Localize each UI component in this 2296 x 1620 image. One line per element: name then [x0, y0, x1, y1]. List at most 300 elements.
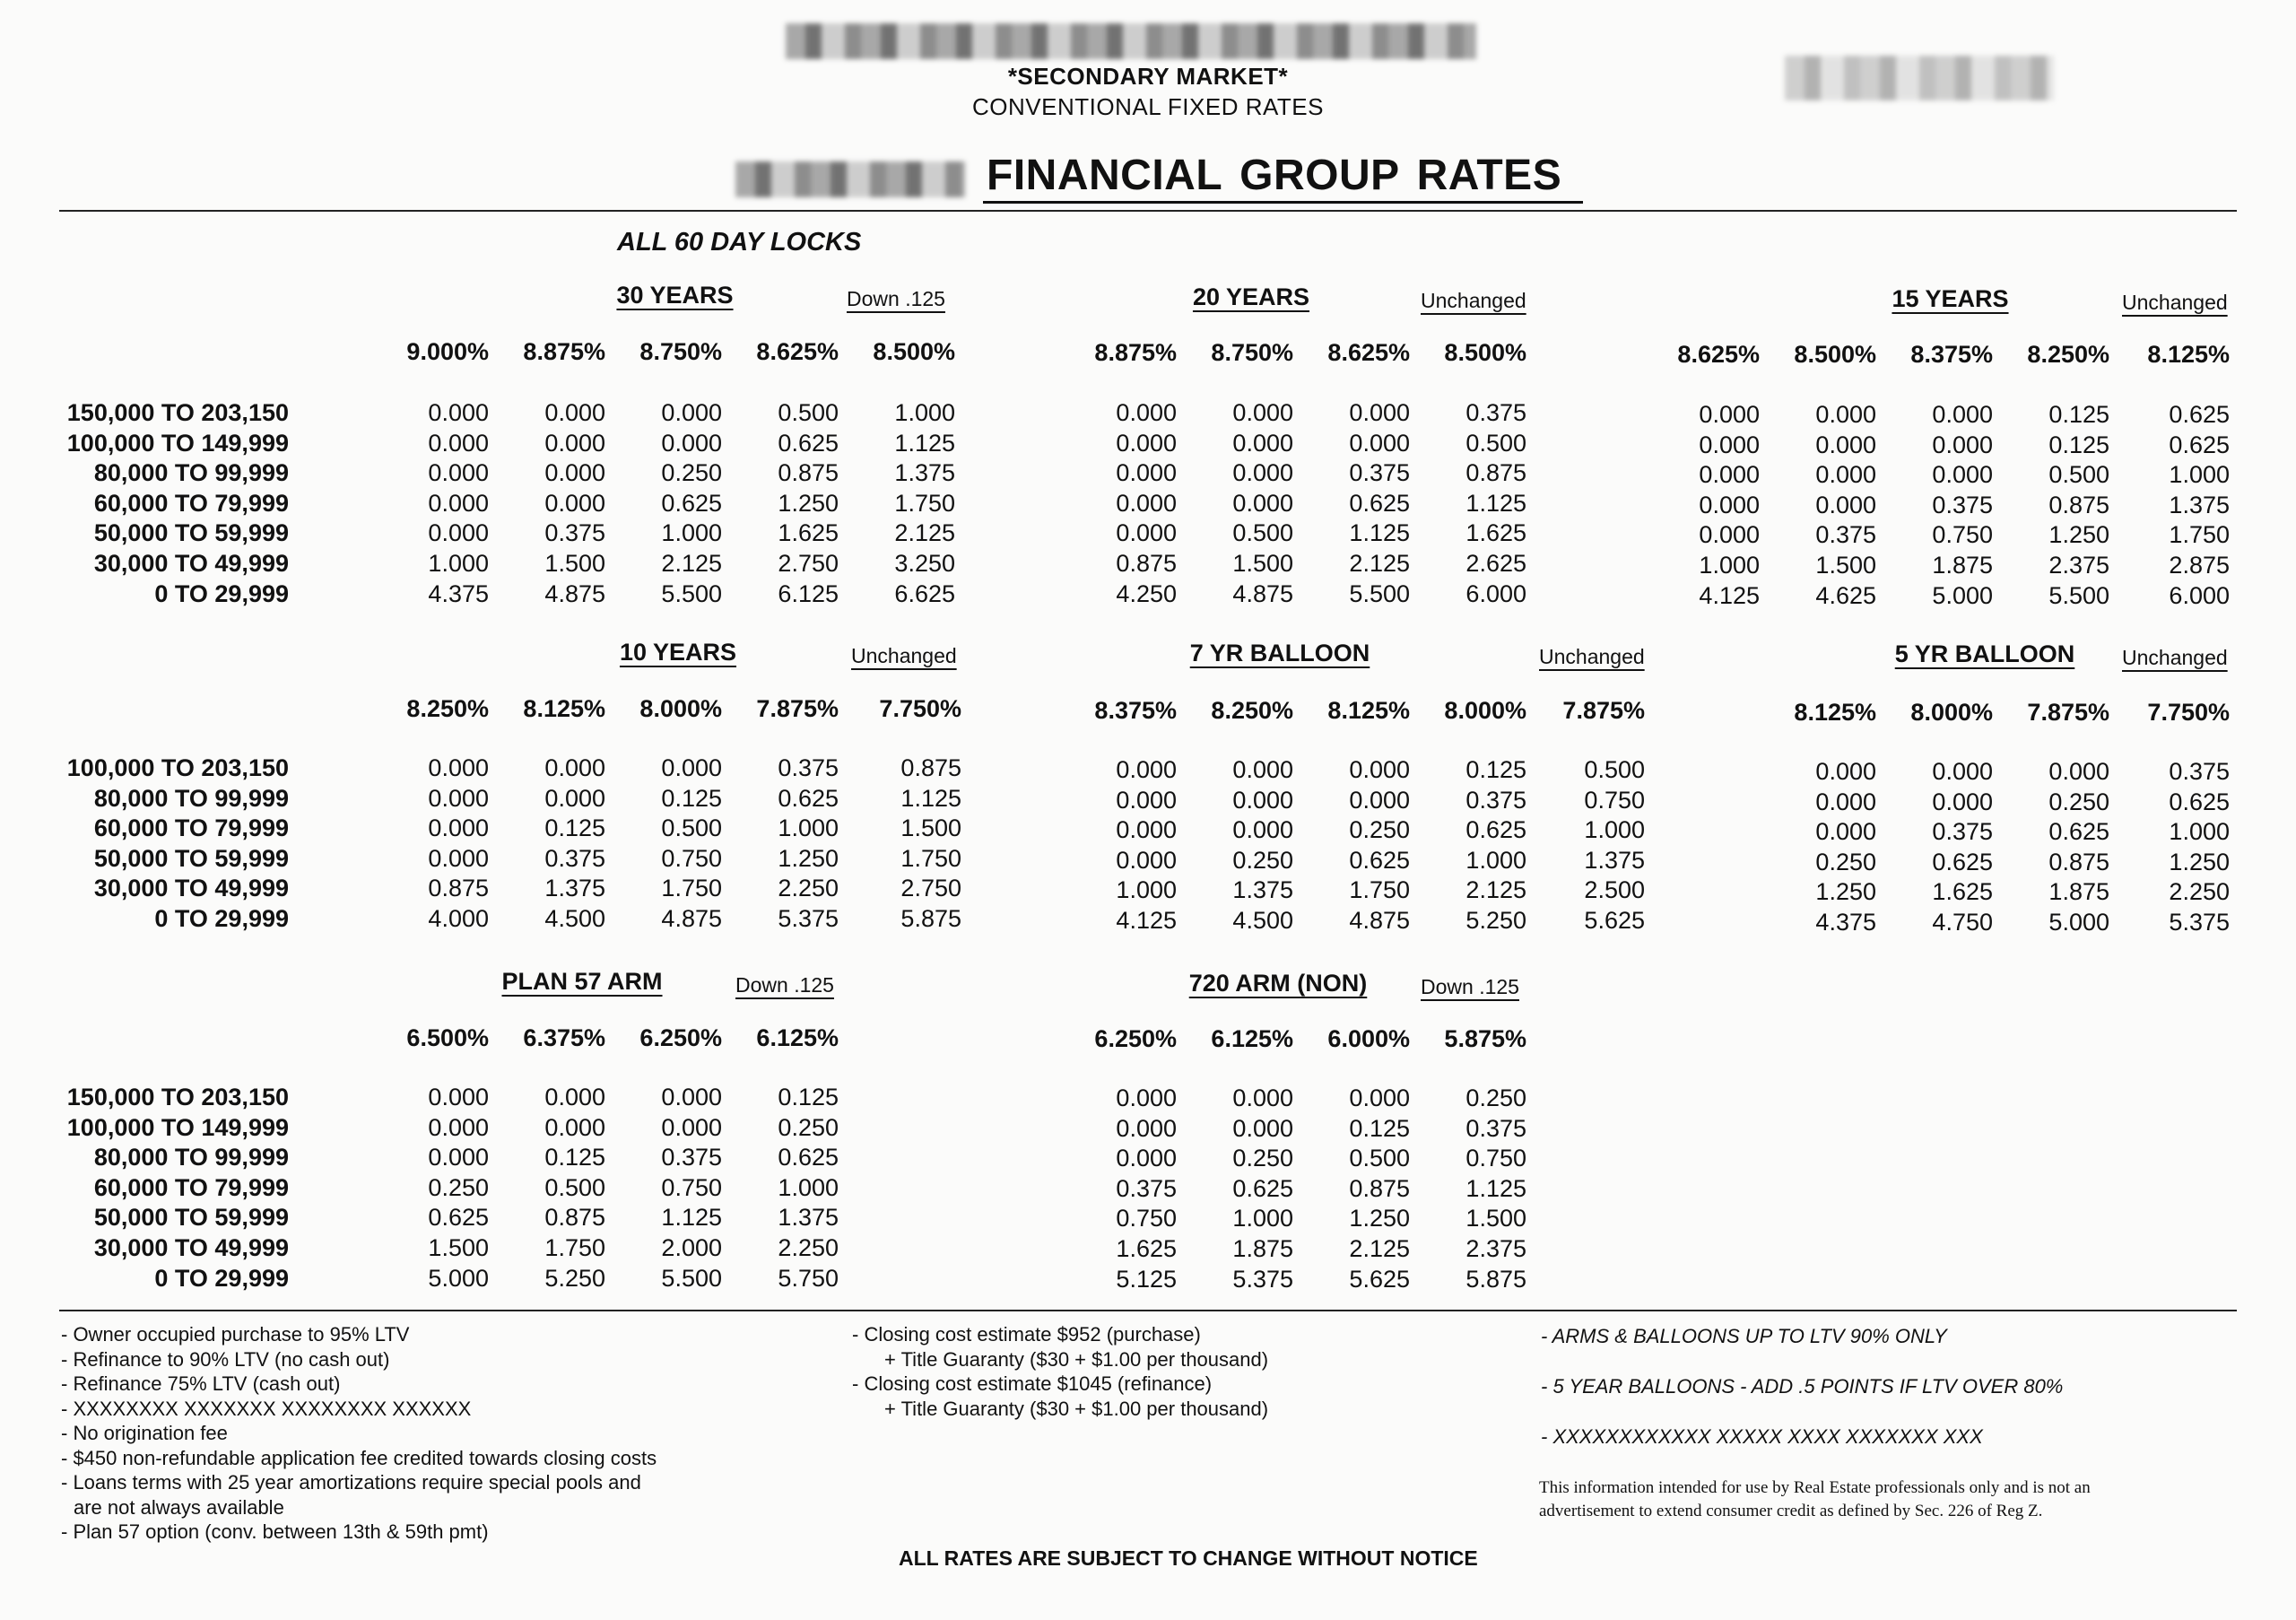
points-cell: 1.500 — [900, 814, 961, 842]
rate-change-b5: Unchanged — [2122, 646, 2228, 669]
points-cell: 0.500 — [1232, 519, 1293, 547]
loan-range: 150,000 TO 203,150 — [66, 399, 289, 426]
points-cell: 0.000 — [1116, 399, 1177, 426]
points-cell: 2.250 — [778, 875, 839, 902]
points-cell: 0.000 — [1932, 758, 1993, 785]
rate-header: 8.125% — [523, 695, 605, 722]
points-cell: 0.000 — [428, 399, 489, 426]
points-cell: 5.375 — [2169, 909, 2230, 936]
rate-header: 8.000% — [1444, 697, 1526, 724]
points-cell: 2.250 — [2169, 878, 2230, 906]
points-cell: 0.375 — [1116, 1174, 1177, 1202]
points-cell: 5.875 — [1465, 1265, 1526, 1293]
points-cell: 1.000 — [1584, 816, 1645, 844]
points-cell: 2.500 — [1584, 876, 1645, 904]
points-cell: 0.625 — [778, 429, 839, 457]
points-cell: 5.750 — [778, 1264, 839, 1292]
points-cell: 0.000 — [1232, 756, 1293, 783]
points-cell: 1.125 — [1465, 1174, 1526, 1202]
points-cell: 2.125 — [1349, 550, 1410, 577]
term-label-y30: 30 YEARS — [616, 282, 734, 309]
loan-range: 60,000 TO 79,999 — [93, 489, 289, 517]
points-cell: 0.375 — [1465, 786, 1526, 814]
points-cell: 2.125 — [894, 519, 955, 547]
points-cell: 0.125 — [1349, 1114, 1410, 1142]
rate-header: 8.250% — [2027, 341, 2109, 368]
points-cell: 0.625 — [2169, 401, 2230, 428]
loan-range: 30,000 TO 49,999 — [93, 1234, 289, 1261]
points-cell: 1.500 — [1815, 552, 1876, 579]
legal-line: This information intended for use by Real Estate professionals only and is not an — [1539, 1478, 2091, 1497]
rate-header: 8.625% — [1327, 339, 1410, 366]
points-cell: 1.000 — [2169, 818, 2230, 846]
points-cell: 0.625 — [778, 784, 839, 812]
rate-header: 5.875% — [1444, 1025, 1526, 1052]
points-cell: 1.250 — [2048, 521, 2109, 549]
points-cell: 1.375 — [544, 875, 605, 902]
points-cell: 0.625 — [1349, 846, 1410, 874]
points-cell: 1.125 — [894, 429, 955, 457]
points-cell: 1.750 — [544, 1234, 605, 1261]
points-cell: 0.125 — [661, 784, 722, 812]
term-label-a720: 720 ARM (NON) — [1188, 970, 1368, 997]
points-cell: 0.000 — [1815, 461, 1876, 489]
footer-notice: ALL RATES ARE SUBJECT TO CHANGE WITHOUT NOTICE — [899, 1546, 1478, 1570]
points-cell: 0.875 — [1349, 1174, 1410, 1202]
points-cell: 0.000 — [1699, 521, 1760, 549]
points-cell: 1.125 — [1349, 519, 1410, 547]
legal-line: advertisement to extend consumer credit as defined by Sec. 226 of Reg Z. — [1539, 1502, 2043, 1520]
points-cell: 0.500 — [661, 814, 722, 842]
points-cell: 0.000 — [544, 489, 605, 517]
points-cell: 5.875 — [900, 905, 961, 932]
rate-header: 7.875% — [756, 695, 839, 722]
points-cell: 1.500 — [1465, 1205, 1526, 1232]
loan-range: 50,000 TO 59,999 — [93, 519, 289, 547]
points-cell: 4.500 — [1232, 907, 1293, 934]
points-cell: 4.750 — [1932, 909, 1993, 936]
redacted-company-name-top — [786, 23, 1476, 59]
points-cell: 4.125 — [1116, 907, 1177, 934]
points-cell: 0.000 — [1815, 818, 1876, 846]
points-cell: 1.250 — [778, 844, 839, 872]
points-cell: 2.625 — [1465, 550, 1526, 577]
points-cell: 1.500 — [1232, 550, 1293, 577]
points-cell: 0.000 — [1815, 401, 1876, 428]
points-cell: 1.625 — [1932, 878, 1993, 906]
points-cell: 0.000 — [1232, 816, 1293, 844]
points-cell: 0.625 — [2169, 431, 2230, 458]
points-cell: 0.250 — [1815, 848, 1876, 875]
loan-range: 60,000 TO 79,999 — [93, 814, 289, 842]
points-cell: 4.875 — [1349, 907, 1410, 934]
note-item: - Plan 57 option (conv. between 13th & 59th pmt) — [61, 1520, 489, 1543]
points-cell: 1.875 — [1932, 552, 1993, 579]
points-cell: 0.000 — [1232, 786, 1293, 814]
rate-header: 6.250% — [639, 1024, 722, 1051]
points-cell: 0.750 — [1584, 786, 1645, 814]
points-cell: 0.500 — [778, 399, 839, 426]
points-cell: 0.000 — [1932, 461, 1993, 489]
loan-range: 30,000 TO 49,999 — [93, 875, 289, 902]
points-cell: 2.125 — [1465, 876, 1526, 904]
points-cell: 1.125 — [900, 784, 961, 812]
points-cell: 1.750 — [1349, 876, 1410, 904]
points-cell: 1.375 — [1584, 846, 1645, 874]
points-cell: 0.000 — [428, 844, 489, 872]
points-cell: 1.000 — [1699, 552, 1760, 579]
rate-change-a720: Down .125 — [1421, 975, 1519, 998]
points-cell: 0.500 — [544, 1173, 605, 1201]
rate-header: 8.625% — [1677, 341, 1760, 368]
points-cell: 4.000 — [428, 905, 489, 932]
loan-range: 0 TO 29,999 — [154, 579, 289, 607]
note-arms-balloons: - ARMS & BALLOONS UP TO LTV 90% ONLY — [1541, 1325, 1947, 1347]
points-cell: 1.125 — [1465, 489, 1526, 517]
note-item: - Refinance to 90% LTV (no cash out) — [61, 1347, 390, 1371]
rate-header: 8.625% — [756, 338, 839, 365]
note-item: - Closing cost estimate $952 (purchase) — [852, 1323, 1201, 1346]
points-cell: 0.875 — [2048, 491, 2109, 518]
loan-range: 50,000 TO 59,999 — [93, 1204, 289, 1232]
term-label-p57: PLAN 57 ARM — [501, 968, 663, 995]
points-cell: 6.000 — [1465, 579, 1526, 607]
points-cell: 1.000 — [2169, 461, 2230, 489]
points-cell: 0.625 — [1232, 1174, 1293, 1202]
points-cell: 0.000 — [1232, 399, 1293, 426]
note-item: - XXXXXXXX XXXXXXX XXXXXXXX XXXXXX — [61, 1397, 472, 1420]
points-cell: 2.250 — [778, 1234, 839, 1261]
points-cell: 0.000 — [1932, 431, 1993, 458]
points-cell: 0.000 — [1349, 429, 1410, 457]
points-cell: 0.125 — [1465, 756, 1526, 783]
points-cell: 0.250 — [1349, 816, 1410, 844]
points-cell: 0.000 — [428, 1144, 489, 1171]
rate-header: 6.375% — [523, 1024, 605, 1051]
loan-range: 0 TO 29,999 — [154, 905, 289, 932]
points-cell: 0.000 — [1815, 491, 1876, 518]
points-cell: 1.750 — [2169, 521, 2230, 549]
points-cell: 1.125 — [661, 1204, 722, 1232]
points-cell: 1.875 — [1232, 1235, 1293, 1262]
points-cell: 4.375 — [1815, 909, 1876, 936]
legal-disclaimer — [1539, 1476, 2091, 1523]
points-cell: 0.000 — [1232, 459, 1293, 487]
points-cell: 0.750 — [661, 844, 722, 872]
points-cell: 0.625 — [778, 1144, 839, 1171]
points-cell: 1.250 — [1815, 878, 1876, 906]
points-cell: 4.875 — [544, 579, 605, 607]
points-cell: 0.375 — [2169, 758, 2230, 785]
points-cell: 0.000 — [1932, 788, 1993, 815]
rate-header: 6.125% — [1211, 1025, 1293, 1052]
points-cell: 1.000 — [894, 399, 955, 426]
points-cell: 0.375 — [1465, 1114, 1526, 1142]
rate-header: 8.000% — [639, 695, 722, 722]
points-cell: 0.000 — [428, 489, 489, 517]
term-label-b5: 5 YR BALLOON — [1894, 640, 2075, 667]
rate-change-b7: Unchanged — [1539, 645, 1645, 668]
points-cell: 2.375 — [2048, 552, 2109, 579]
points-cell: 1.375 — [2169, 491, 2230, 518]
points-cell: 0.000 — [428, 784, 489, 812]
points-cell: 0.000 — [428, 429, 489, 457]
note-item: - Closing cost estimate $1045 (refinance) — [852, 1372, 1213, 1395]
points-cell: 0.000 — [1815, 431, 1876, 458]
rate-header: 8.250% — [406, 695, 489, 722]
points-cell: 0.125 — [544, 1144, 605, 1171]
points-cell: 0.000 — [1815, 758, 1876, 785]
rate-change-p57: Down .125 — [735, 973, 834, 997]
points-cell: 0.000 — [1116, 756, 1177, 783]
loan-range: 80,000 TO 99,999 — [93, 1144, 289, 1171]
points-cell: 0.375 — [1932, 491, 1993, 518]
points-cell: 0.000 — [661, 754, 722, 781]
points-cell: 0.750 — [1932, 521, 1993, 549]
points-cell: 5.375 — [1232, 1265, 1293, 1293]
rate-header: 6.000% — [1327, 1025, 1410, 1052]
rate-header: 8.375% — [1094, 697, 1177, 724]
rate-header: 7.750% — [2147, 699, 2230, 726]
points-cell: 1.250 — [1349, 1205, 1410, 1232]
top-divider — [59, 210, 2237, 212]
points-cell: 1.625 — [1465, 519, 1526, 547]
points-cell: 0.000 — [1699, 431, 1760, 458]
points-cell: 1.500 — [544, 550, 605, 577]
points-cell: 0.000 — [544, 1113, 605, 1141]
note-item: - $450 non-refundable application fee credited towards closing costs — [61, 1446, 657, 1469]
points-cell: 5.125 — [1116, 1265, 1177, 1293]
points-cell: 0.000 — [1699, 491, 1760, 518]
locks-note: ALL 60 DAY LOCKS — [617, 228, 862, 257]
points-cell: 0.625 — [1465, 816, 1526, 844]
points-cell: 1.000 — [1116, 876, 1177, 904]
points-cell: 4.250 — [1116, 579, 1177, 607]
points-cell: 0.250 — [428, 1173, 489, 1201]
rate-header: 8.750% — [639, 338, 722, 365]
points-cell: 4.125 — [1699, 581, 1760, 609]
points-cell: 0.875 — [428, 875, 489, 902]
points-cell: 5.625 — [1584, 907, 1645, 934]
term-label-y10: 10 YEARS — [619, 639, 737, 666]
points-cell: 0.000 — [544, 459, 605, 487]
points-cell: 5.500 — [2048, 581, 2109, 609]
points-cell: 0.000 — [1349, 1084, 1410, 1111]
points-cell: 0.875 — [1116, 550, 1177, 577]
points-cell: 0.500 — [2048, 461, 2109, 489]
points-cell: 0.125 — [2048, 401, 2109, 428]
points-cell: 0.125 — [2048, 431, 2109, 458]
loan-range: 80,000 TO 99,999 — [93, 784, 289, 812]
points-cell: 5.000 — [2048, 909, 2109, 936]
rate-header: 8.875% — [1094, 339, 1177, 366]
points-cell: 0.250 — [2048, 788, 2109, 815]
points-cell: 0.500 — [1584, 756, 1645, 783]
term-label-y20: 20 YEARS — [1192, 283, 1310, 310]
points-cell: 0.375 — [1349, 459, 1410, 487]
rate-change-y15: Unchanged — [2122, 291, 2228, 314]
points-cell: 0.000 — [1116, 1084, 1177, 1111]
rate-header: 7.875% — [2027, 699, 2109, 726]
points-cell: 0.500 — [1465, 429, 1526, 457]
rate-header: 8.125% — [2147, 341, 2230, 368]
loan-range: 100,000 TO 203,150 — [66, 754, 289, 781]
points-cell: 0.000 — [661, 429, 722, 457]
points-cell: 0.125 — [778, 1084, 839, 1110]
bottom-divider — [59, 1310, 2237, 1311]
rate-header: 6.500% — [406, 1024, 489, 1051]
points-cell: 0.750 — [1465, 1145, 1526, 1172]
rate-header: 8.500% — [1794, 341, 1876, 368]
loan-range: 80,000 TO 99,999 — [93, 459, 289, 487]
points-cell: 0.375 — [1932, 818, 1993, 846]
points-cell: 0.625 — [1349, 489, 1410, 517]
points-cell: 0.000 — [661, 399, 722, 426]
points-cell: 4.875 — [661, 905, 722, 932]
points-cell: 0.000 — [544, 399, 605, 426]
points-cell: 0.000 — [1116, 459, 1177, 487]
points-cell: 0.000 — [428, 754, 489, 781]
points-cell: 0.000 — [2048, 758, 2109, 785]
points-cell: 0.000 — [1699, 401, 1760, 428]
term-label-y15: 15 YEARS — [1892, 285, 2009, 312]
note-item: are not always available — [74, 1495, 284, 1519]
points-cell: 4.625 — [1815, 581, 1876, 609]
note-item: - Owner occupied purchase to 95% LTV — [61, 1323, 410, 1346]
rate-change-y10: Unchanged — [851, 644, 957, 667]
note-item: + Title Guaranty ($30 + $1.00 per thousand) — [884, 1347, 1269, 1371]
points-cell: 1.250 — [778, 489, 839, 517]
points-cell: 0.375 — [778, 754, 839, 781]
points-cell: 0.375 — [1465, 399, 1526, 426]
points-cell: 2.375 — [1465, 1235, 1526, 1262]
points-cell: 0.000 — [1815, 788, 1876, 815]
points-cell: 0.000 — [428, 814, 489, 842]
points-cell: 4.500 — [544, 905, 605, 932]
points-cell: 1.375 — [1232, 876, 1293, 904]
points-cell: 1.375 — [894, 459, 955, 487]
points-cell: 4.375 — [428, 579, 489, 607]
points-cell: 0.875 — [1465, 459, 1526, 487]
points-cell: 0.000 — [1116, 816, 1177, 844]
page-title: FINANCIAL GROUP RATES — [983, 151, 1583, 204]
term-label-b7: 7 YR BALLOON — [1189, 640, 1370, 666]
points-cell: 0.375 — [544, 844, 605, 872]
note-5yr-balloons: - 5 YEAR BALLOONS - ADD .5 POINTS IF LTV OVER 80% — [1541, 1375, 2064, 1398]
points-cell: 5.500 — [1349, 579, 1410, 607]
points-cell: 2.000 — [661, 1234, 722, 1261]
points-cell: 6.000 — [2169, 581, 2230, 609]
points-cell: 0.875 — [778, 459, 839, 487]
notes-middle — [852, 1322, 1268, 1421]
points-cell: 0.000 — [1116, 519, 1177, 547]
points-cell: 0.625 — [2048, 818, 2109, 846]
points-cell: 0.000 — [1932, 401, 1993, 428]
loan-range: 50,000 TO 59,999 — [93, 844, 289, 872]
points-cell: 2.125 — [661, 550, 722, 577]
notes-left — [61, 1322, 657, 1545]
points-cell: 1.750 — [661, 875, 722, 902]
points-cell: 1.000 — [428, 550, 489, 577]
points-cell: 5.000 — [428, 1264, 489, 1292]
points-cell: 0.000 — [1232, 489, 1293, 517]
rate-header: 8.125% — [1794, 699, 1876, 726]
points-cell: 0.000 — [428, 459, 489, 487]
rate-header: 8.500% — [1444, 339, 1526, 366]
points-cell: 0.250 — [1465, 1084, 1526, 1111]
points-cell: 5.625 — [1349, 1265, 1410, 1293]
points-cell: 0.000 — [1232, 1084, 1293, 1111]
rate-header: 7.875% — [1562, 697, 1645, 724]
rate-header: 7.750% — [879, 695, 961, 722]
points-cell: 0.250 — [778, 1113, 839, 1141]
loan-range: 100,000 TO 149,999 — [66, 1113, 289, 1141]
points-cell: 1.250 — [2169, 848, 2230, 875]
points-cell: 3.250 — [894, 550, 955, 577]
points-cell: 1.375 — [778, 1204, 839, 1232]
points-cell: 0.000 — [1349, 756, 1410, 783]
points-cell: 0.375 — [1815, 521, 1876, 549]
points-cell: 0.000 — [1232, 1114, 1293, 1142]
rate-header: 9.000% — [406, 338, 489, 365]
rate-header: 8.125% — [1327, 697, 1410, 724]
redacted-company-name-title — [735, 161, 965, 197]
points-cell: 2.125 — [1349, 1235, 1410, 1262]
points-cell: 1.000 — [1232, 1205, 1293, 1232]
points-cell: 0.000 — [661, 1113, 722, 1141]
points-cell: 0.250 — [1232, 846, 1293, 874]
points-cell: 0.000 — [1699, 461, 1760, 489]
rate-header: 6.250% — [1094, 1025, 1177, 1052]
points-cell: 6.625 — [894, 579, 955, 607]
points-cell: 0.625 — [661, 489, 722, 517]
points-cell: 0.000 — [544, 784, 605, 812]
points-cell: 0.000 — [1349, 399, 1410, 426]
note-item: - Refinance 75% LTV (cash out) — [61, 1372, 341, 1395]
points-cell: 5.000 — [1932, 581, 1993, 609]
points-cell: 1.875 — [2048, 878, 2109, 906]
points-cell: 5.500 — [661, 579, 722, 607]
points-cell: 6.125 — [778, 579, 839, 607]
points-cell: 0.125 — [544, 814, 605, 842]
points-cell: 1.000 — [1465, 846, 1526, 874]
points-cell: 0.625 — [1932, 848, 1993, 875]
points-cell: 5.250 — [1465, 907, 1526, 934]
points-cell: 0.750 — [1116, 1205, 1177, 1232]
rate-header: 8.000% — [1910, 699, 1993, 726]
points-cell: 0.000 — [1349, 786, 1410, 814]
conventional-fixed-rates-heading: CONVENTIONAL FIXED RATES — [972, 93, 1324, 120]
points-cell: 5.250 — [544, 1264, 605, 1292]
secondary-market-heading: *SECONDARY MARKET* — [1007, 63, 1289, 90]
points-cell: 1.625 — [1116, 1235, 1177, 1262]
points-cell: 0.875 — [900, 754, 961, 781]
points-cell: 2.750 — [778, 550, 839, 577]
rate-change-y30: Down .125 — [847, 287, 945, 310]
points-cell: 0.625 — [2169, 788, 2230, 815]
points-cell: 0.000 — [544, 754, 605, 781]
rate-header: 8.875% — [523, 338, 605, 365]
rate-change-y20: Unchanged — [1421, 289, 1526, 312]
points-cell: 4.875 — [1232, 579, 1293, 607]
points-cell: 1.750 — [894, 489, 955, 517]
rate-header: 6.125% — [756, 1024, 839, 1051]
points-cell: 0.750 — [661, 1173, 722, 1201]
points-cell: 5.500 — [661, 1264, 722, 1292]
points-cell: 2.750 — [900, 875, 961, 902]
points-cell: 0.000 — [1116, 846, 1177, 874]
points-cell: 0.000 — [428, 519, 489, 547]
